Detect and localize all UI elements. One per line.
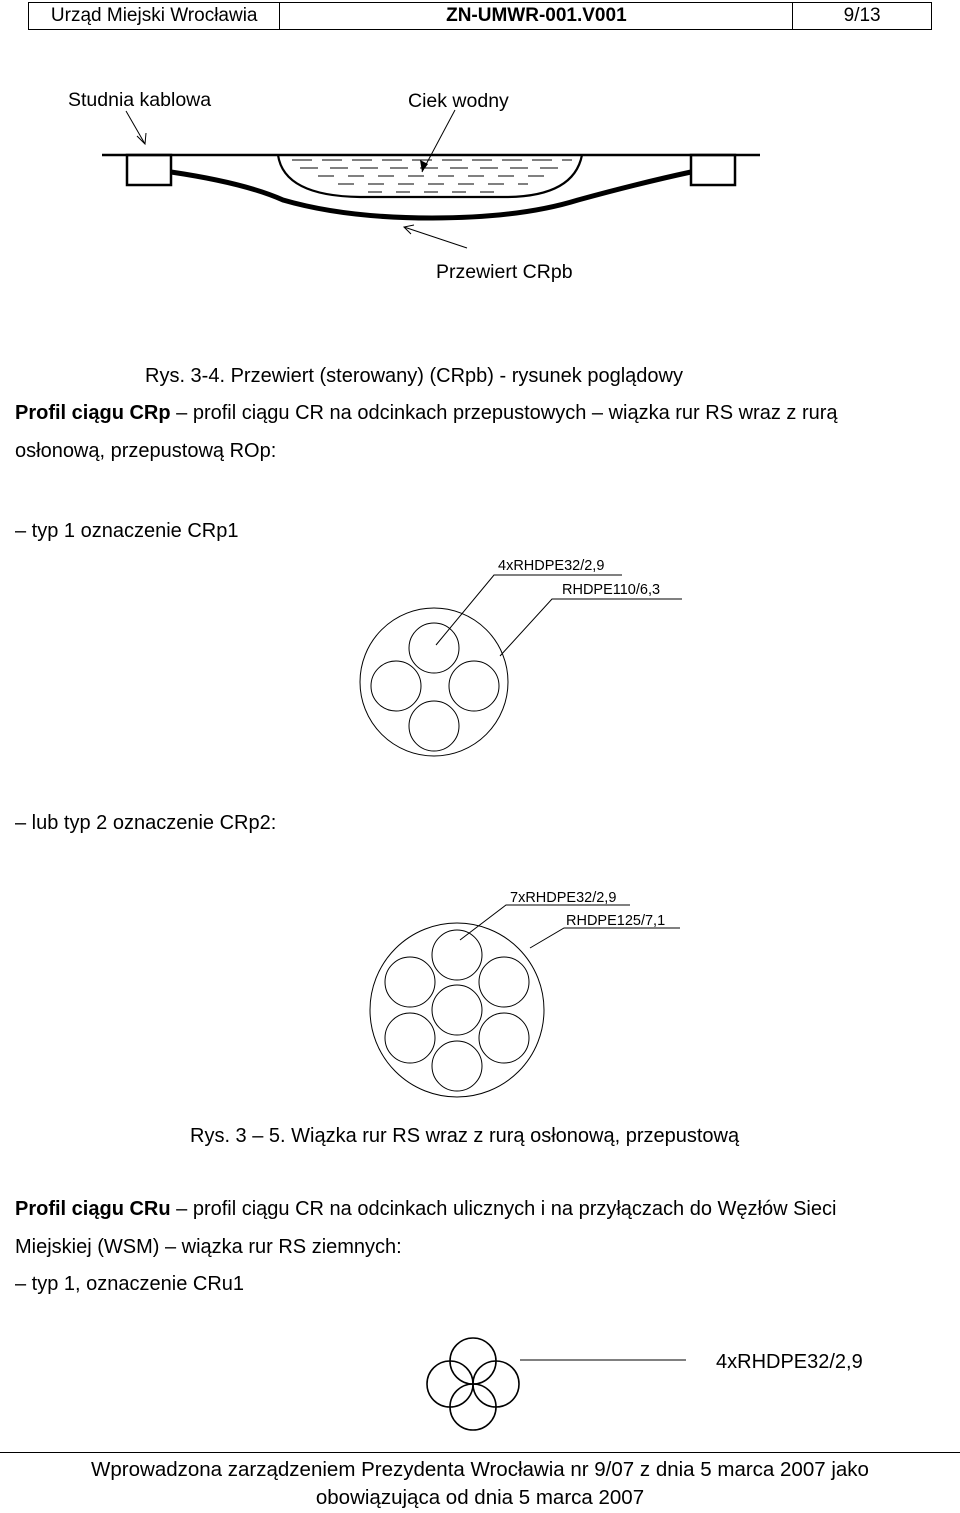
crp2-outer-label: RHDPE125/7,1 [566, 913, 666, 929]
cru-title-bold: Profil ciągu CRu [15, 1198, 171, 1220]
crp1-inner-pipe [409, 701, 459, 751]
label-watercourse: Ciek wodny [408, 90, 509, 112]
cru1-pipe [427, 1361, 473, 1407]
crp2-inner-pipe [432, 985, 482, 1035]
cru1-pipe [473, 1361, 519, 1407]
crp2-inner-pipe [479, 957, 529, 1007]
label-drilling: Przewiert CRpb [436, 261, 573, 283]
caption-fig-3-5: Rys. 3 – 5. Wiązka rur RS wraz z rurą osłonową, przepustową [190, 1125, 740, 1147]
crp-title-bold: Profil ciągu CRp [15, 402, 171, 424]
crp2-bundle-drawing [370, 905, 680, 1097]
header-org: Urząd Miejski Wrocławia [29, 3, 280, 29]
cru-type1-heading: – typ 1, oznaczenie CRu1 [15, 1273, 245, 1295]
arrow-ciek [422, 110, 455, 172]
cable-well-right [691, 155, 735, 185]
crp2-inner-pipe [479, 1013, 529, 1063]
header-doc-id: ZN-UMWR-001.V001 [280, 3, 793, 29]
arrow-ciek-head [420, 160, 428, 172]
crp-title-rest: – profil ciągu CR na odcinkach przepustowych – wiązka rur RS wraz z rurą [170, 402, 838, 424]
crp-type1-heading: – typ 1 oznaczenie CRp1 [15, 520, 239, 542]
caption-fig-3-4: Rys. 3-4. Przewiert (sterowany) (CRpb) - rysunek poglądowy [145, 365, 683, 387]
crp-title-line2: osłonową, przepustową ROp: [15, 440, 277, 462]
crp-type2-heading: – lub typ 2 oznaczenie CRp2: [15, 812, 277, 834]
crp1-inner-pipe [371, 661, 421, 711]
crp1-outer-pipe [360, 608, 508, 756]
crp1-leader-outer [500, 599, 682, 656]
crp2-inner-pipe [385, 1013, 435, 1063]
footer-divider [0, 1452, 960, 1453]
arrow-przewiert [404, 227, 467, 248]
footer-line1: Wprowadzona zarządzeniem Prezydenta Wrocławia nr 9/07 z dnia 5 marca 2007 jako [91, 1458, 869, 1481]
crp2-inner-label: 7xRHDPE32/2,9 [510, 890, 617, 906]
crp1-inner-pipe [409, 623, 459, 673]
cru-title-line1 [15, 1198, 836, 1221]
cru-title-line2: Miejskiej (WSM) – wiązka rur RS ziemnych: [15, 1236, 402, 1258]
crp2-leader-outer [530, 928, 680, 948]
crp1-inner-label: 4xRHDPE32/2,9 [498, 558, 605, 574]
cru1-bundle-drawing [427, 1338, 686, 1430]
cru-title-rest: – profil ciągu CR na odcinkach ulicznych i na przyłączach do Węzłów Sieci [170, 1198, 837, 1220]
crp2-outer-pipe [370, 923, 544, 1097]
crp2-inner-pipe [432, 1041, 482, 1091]
crp2-inner-pipe [432, 930, 482, 980]
cru1-pipe [450, 1338, 496, 1384]
crp2-inner-pipe [385, 957, 435, 1007]
crp1-bundle-drawing [360, 575, 682, 756]
cru1-label: 4xRHDPE32/2,9 [716, 1351, 863, 1373]
label-cable-well: Studnia kablowa [68, 89, 212, 111]
cru1-pipe [450, 1384, 496, 1430]
water-dashes [292, 160, 572, 192]
header-page-number: 9/13 [843, 5, 881, 26]
arrow-studnia [126, 111, 145, 144]
crp1-inner-pipe [449, 661, 499, 711]
crp1-outer-label: RHDPE110/6,3 [562, 582, 661, 598]
crp-title-line1 [15, 402, 838, 425]
drilling-path [171, 172, 691, 218]
footer-line2: obowiązująca od dnia 5 marca 2007 [315, 1486, 645, 1509]
cable-well-left [127, 155, 171, 185]
